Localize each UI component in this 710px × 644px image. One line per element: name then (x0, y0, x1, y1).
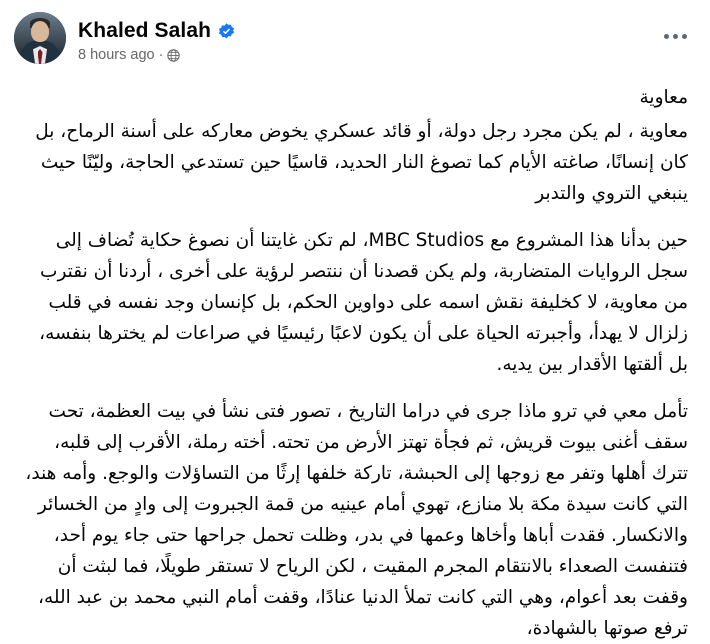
post-paragraph: حين بدأنا هذا المشروع مع MBC Studios، لم تكن غايتنا أن نصوغ حكاية تُضاف إلى سجل الروايات المتضاربة، ولم يكن قصدنا أن ننتصر لرؤية على أخرى ، أردنا أن نقترب من معاوية، لا كخليفة نقش اسمه على دواوين الحكم، بل كإنسان وجد نفسه في قلب زلزال لا يهدأ، وأجبرته الحياة على أن يكون لاعبًا رئيسيًا في صراعات لم يخترها بنفسه، بل ألقتها الأقدار بين يديه. (39, 230, 688, 375)
post-paragraph: معاوية ، لم يكن مجرد رجل دولة، أو قائد عسكري يخوض معاركه على أسنة الرماح، بل كان إنسانًا، صاغته الأيام كما تصوغ النار الحديد، قاسيًا حين تستدعي الحاجة، وليّنًا حيث ينبغي التروي والتدبر (35, 121, 688, 204)
verified-badge-icon (217, 22, 236, 41)
ellipsis-horizontal-icon[interactable] (658, 26, 692, 46)
dot (673, 34, 678, 39)
post-paragraph: تأمل معي في ترو ماذا جرى في دراما التاريخ ، تصور فتى نشأ في بيت العظمة، تحت سقف أغنى بيوت قريش، ثم فجأة تهتز الأرض من تحته. أخته رملة، الأقرب إلى قلبه، تترك أهلها وتفر مع زوجها إلى الحبشة، تاركة خلفها إرثًا من التساؤلات والوجع. وأمه هند، التي كانت سيدة مكة بلا منازع، تهوي أمام عينيه من قمة الجبروت إلى وادٍ من الخسائر والانكسار. فقدت أباها وأخاها وعمها في بدر، وظلت تحمل جراحها حتى جاء يوم أحد، فتنفست الصعداء بالانتقام المجرم المقيت ، لكن الرياح لا تستقر طويلًا، فما لبثت أن وقفت بعد أعوام، وهي التي كانت تملأ الدنيا عنادًا، وقفت أمام النبي محمد بن عبد الله، ترفع صوتها بالشهادة، (25, 401, 688, 639)
avatar[interactable] (14, 12, 66, 64)
post-meta (78, 47, 236, 63)
author-row (78, 18, 236, 44)
author-name[interactable]: Khaled Salah (78, 18, 212, 42)
meta-separator: · (158, 46, 164, 63)
post-timestamp[interactable]: 8 hours ago (78, 46, 155, 63)
post-header (0, 0, 710, 66)
avatar-face (31, 21, 49, 42)
dot (664, 34, 669, 39)
post-paragraph-title: معاوية (639, 87, 688, 108)
dot (682, 34, 687, 39)
post-text-content (0, 66, 710, 644)
globe-icon[interactable] (167, 49, 180, 62)
post-header-text (78, 12, 236, 66)
